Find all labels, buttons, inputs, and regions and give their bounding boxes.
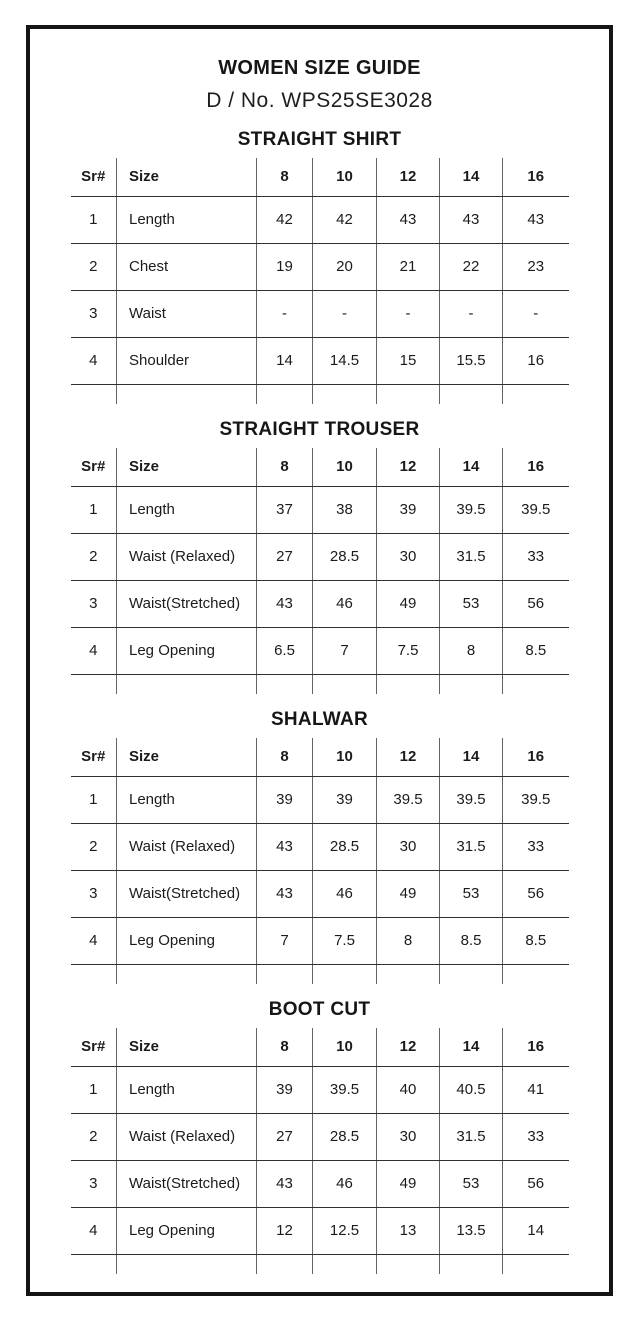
cell-value: 8.5: [440, 917, 503, 964]
cell-value: 43: [440, 196, 503, 243]
table-row: [71, 337, 569, 384]
cell-value: 8.5: [503, 627, 569, 674]
size-table-straight-trouser: [71, 448, 569, 694]
section-title-boot-cut: BOOT CUT: [268, 999, 371, 1020]
cell-value: 30: [377, 533, 440, 580]
cell-value: 15.5: [440, 337, 503, 384]
cell-sr: 1: [71, 776, 117, 823]
cell-sr: 1: [71, 1066, 117, 1113]
table-row: [71, 533, 569, 580]
cell-sr: 4: [71, 1207, 117, 1254]
cell-sr: 4: [71, 627, 117, 674]
table-row: [71, 486, 569, 533]
section-title-shalwar: SHALWAR: [270, 709, 369, 730]
table-header-row: [71, 448, 569, 486]
cell-measure-label: Waist (Relaxed): [117, 1113, 257, 1160]
cell-value: 43: [503, 196, 569, 243]
cell-value: 14.5: [313, 337, 377, 384]
cell-value: 28.5: [313, 823, 377, 870]
column-header-14: 14: [440, 158, 503, 196]
column-header-12: 12: [377, 158, 440, 196]
column-header-16: 16: [503, 158, 569, 196]
cell-sr: 2: [71, 1113, 117, 1160]
cell-value: 42: [313, 196, 377, 243]
cell-measure-label: Waist (Relaxed): [117, 823, 257, 870]
cell-value: 7: [257, 917, 313, 964]
column-header-size: Size: [117, 738, 257, 776]
cell-value: 53: [440, 870, 503, 917]
cell-value: 14: [257, 337, 313, 384]
section-title-straight-shirt: STRAIGHT SHIRT: [237, 129, 402, 150]
table-row: [71, 776, 569, 823]
cell-value: 46: [313, 870, 377, 917]
cell-value: 43: [257, 870, 313, 917]
cell-measure-label: Length: [117, 196, 257, 243]
column-header-sr: Sr#: [71, 738, 117, 776]
cell-measure-label: Leg Opening: [117, 627, 257, 674]
cell-value: 31.5: [440, 823, 503, 870]
cell-value: 39: [257, 776, 313, 823]
cell-value: 12: [257, 1207, 313, 1254]
cell-value: 33: [503, 1113, 569, 1160]
cell-measure-label: Length: [117, 1066, 257, 1113]
cell-value: 49: [377, 1160, 440, 1207]
cell-sr: 3: [71, 580, 117, 627]
cell-value: 14: [503, 1207, 569, 1254]
column-header-size: Size: [117, 448, 257, 486]
column-header-10: 10: [313, 1028, 377, 1066]
cell-value: -: [313, 290, 377, 337]
cell-value: 33: [503, 533, 569, 580]
table-row: [71, 1160, 569, 1207]
cell-sr: 3: [71, 870, 117, 917]
cell-value: 30: [377, 1113, 440, 1160]
cell-value: 39.5: [313, 1066, 377, 1113]
table-row: [71, 196, 569, 243]
cell-value: 13: [377, 1207, 440, 1254]
cell-value: 39: [257, 1066, 313, 1113]
cell-measure-label: Leg Opening: [117, 917, 257, 964]
table-header-row: [71, 738, 569, 776]
cell-value: 49: [377, 870, 440, 917]
cell-value: 37: [257, 486, 313, 533]
cell-value: 56: [503, 580, 569, 627]
cell-value: -: [257, 290, 313, 337]
cell-sr: 2: [71, 243, 117, 290]
cell-value: -: [377, 290, 440, 337]
cell-value: 40.5: [440, 1066, 503, 1113]
table-row: [71, 243, 569, 290]
cell-measure-label: Waist(Stretched): [117, 870, 257, 917]
design-number: D / No. WPS25SE3028: [206, 89, 433, 112]
cell-value: 39.5: [440, 486, 503, 533]
cell-value: 13.5: [440, 1207, 503, 1254]
cell-value: 21: [377, 243, 440, 290]
cell-value: 6.5: [257, 627, 313, 674]
cell-value: -: [503, 290, 569, 337]
cell-value: 20: [313, 243, 377, 290]
cell-value: 33: [503, 823, 569, 870]
cell-sr: 4: [71, 917, 117, 964]
cell-value: 27: [257, 1113, 313, 1160]
table-row: [71, 870, 569, 917]
cell-measure-label: Waist (Relaxed): [117, 533, 257, 580]
cell-value: 39.5: [440, 776, 503, 823]
cell-measure-label: Length: [117, 486, 257, 533]
page-content: [30, 29, 609, 1274]
cell-value: 46: [313, 1160, 377, 1207]
column-header-16: 16: [503, 738, 569, 776]
cell-value: 38: [313, 486, 377, 533]
cell-value: 46: [313, 580, 377, 627]
column-header-8: 8: [257, 158, 313, 196]
cell-value: 8.5: [503, 917, 569, 964]
cell-measure-label: Waist(Stretched): [117, 580, 257, 627]
column-header-14: 14: [440, 1028, 503, 1066]
cell-sr: 1: [71, 196, 117, 243]
cell-measure-label: Waist: [117, 290, 257, 337]
cell-value: 31.5: [440, 1113, 503, 1160]
size-table-boot-cut: [71, 1028, 569, 1274]
column-header-12: 12: [377, 448, 440, 486]
cell-value: 31.5: [440, 533, 503, 580]
column-header-12: 12: [377, 738, 440, 776]
cell-measure-label: Shoulder: [117, 337, 257, 384]
table-partial-row: [71, 384, 569, 404]
table-header-row: [71, 158, 569, 196]
table-row: [71, 580, 569, 627]
cell-value: 28.5: [313, 533, 377, 580]
cell-value: 53: [440, 580, 503, 627]
cell-value: 39.5: [503, 486, 569, 533]
cell-measure-label: Leg Opening: [117, 1207, 257, 1254]
cell-value: 39.5: [377, 776, 440, 823]
table-header-row: [71, 1028, 569, 1066]
cell-value: 56: [503, 1160, 569, 1207]
cell-value: 39.5: [503, 776, 569, 823]
cell-value: 27: [257, 533, 313, 580]
cell-value: 56: [503, 870, 569, 917]
cell-value: 53: [440, 1160, 503, 1207]
table-partial-row: [71, 964, 569, 984]
cell-value: 39: [377, 486, 440, 533]
cell-sr: 2: [71, 533, 117, 580]
table-row: [71, 1066, 569, 1113]
table-row: [71, 290, 569, 337]
cell-value: 15: [377, 337, 440, 384]
cell-value: 40: [377, 1066, 440, 1113]
size-table-shalwar: [71, 738, 569, 984]
cell-value: 43: [257, 823, 313, 870]
cell-measure-label: Length: [117, 776, 257, 823]
cell-value: 7.5: [313, 917, 377, 964]
column-header-sr: Sr#: [71, 448, 117, 486]
cell-value: 7.5: [377, 627, 440, 674]
cell-value: 8: [377, 917, 440, 964]
table-row: [71, 1113, 569, 1160]
table-row: [71, 917, 569, 964]
table-partial-row: [71, 674, 569, 694]
cell-value: 49: [377, 580, 440, 627]
cell-value: 16: [503, 337, 569, 384]
cell-sr: 1: [71, 486, 117, 533]
outer-frame: [26, 25, 613, 1296]
size-table-straight-shirt: [71, 158, 569, 404]
column-header-size: Size: [117, 1028, 257, 1066]
cell-value: 43: [257, 1160, 313, 1207]
column-header-12: 12: [377, 1028, 440, 1066]
column-header-sr: Sr#: [71, 1028, 117, 1066]
cell-measure-label: Waist(Stretched): [117, 1160, 257, 1207]
cell-value: 42: [257, 196, 313, 243]
table-row: [71, 823, 569, 870]
cell-value: 41: [503, 1066, 569, 1113]
column-header-16: 16: [503, 1028, 569, 1066]
cell-value: 39: [313, 776, 377, 823]
column-header-8: 8: [257, 1028, 313, 1066]
column-header-10: 10: [313, 448, 377, 486]
cell-sr: 4: [71, 337, 117, 384]
cell-sr: 3: [71, 1160, 117, 1207]
cell-value: 8: [440, 627, 503, 674]
table-row: [71, 1207, 569, 1254]
cell-value: 30: [377, 823, 440, 870]
cell-value: 28.5: [313, 1113, 377, 1160]
page-title: WOMEN SIZE GUIDE: [218, 57, 421, 79]
cell-sr: 2: [71, 823, 117, 870]
cell-value: 7: [313, 627, 377, 674]
column-header-10: 10: [313, 158, 377, 196]
table-partial-row: [71, 1254, 569, 1274]
cell-value: 23: [503, 243, 569, 290]
column-header-16: 16: [503, 448, 569, 486]
column-header-10: 10: [313, 738, 377, 776]
cell-value: 43: [257, 580, 313, 627]
cell-value: 43: [377, 196, 440, 243]
cell-value: 12.5: [313, 1207, 377, 1254]
column-header-14: 14: [440, 448, 503, 486]
cell-measure-label: Chest: [117, 243, 257, 290]
cell-value: 19: [257, 243, 313, 290]
column-header-sr: Sr#: [71, 158, 117, 196]
column-header-8: 8: [257, 738, 313, 776]
section-title-straight-trouser: STRAIGHT TROUSER: [219, 419, 420, 440]
column-header-8: 8: [257, 448, 313, 486]
cell-value: 22: [440, 243, 503, 290]
cell-value: -: [440, 290, 503, 337]
table-row: [71, 627, 569, 674]
column-header-14: 14: [440, 738, 503, 776]
cell-sr: 3: [71, 290, 117, 337]
column-header-size: Size: [117, 158, 257, 196]
